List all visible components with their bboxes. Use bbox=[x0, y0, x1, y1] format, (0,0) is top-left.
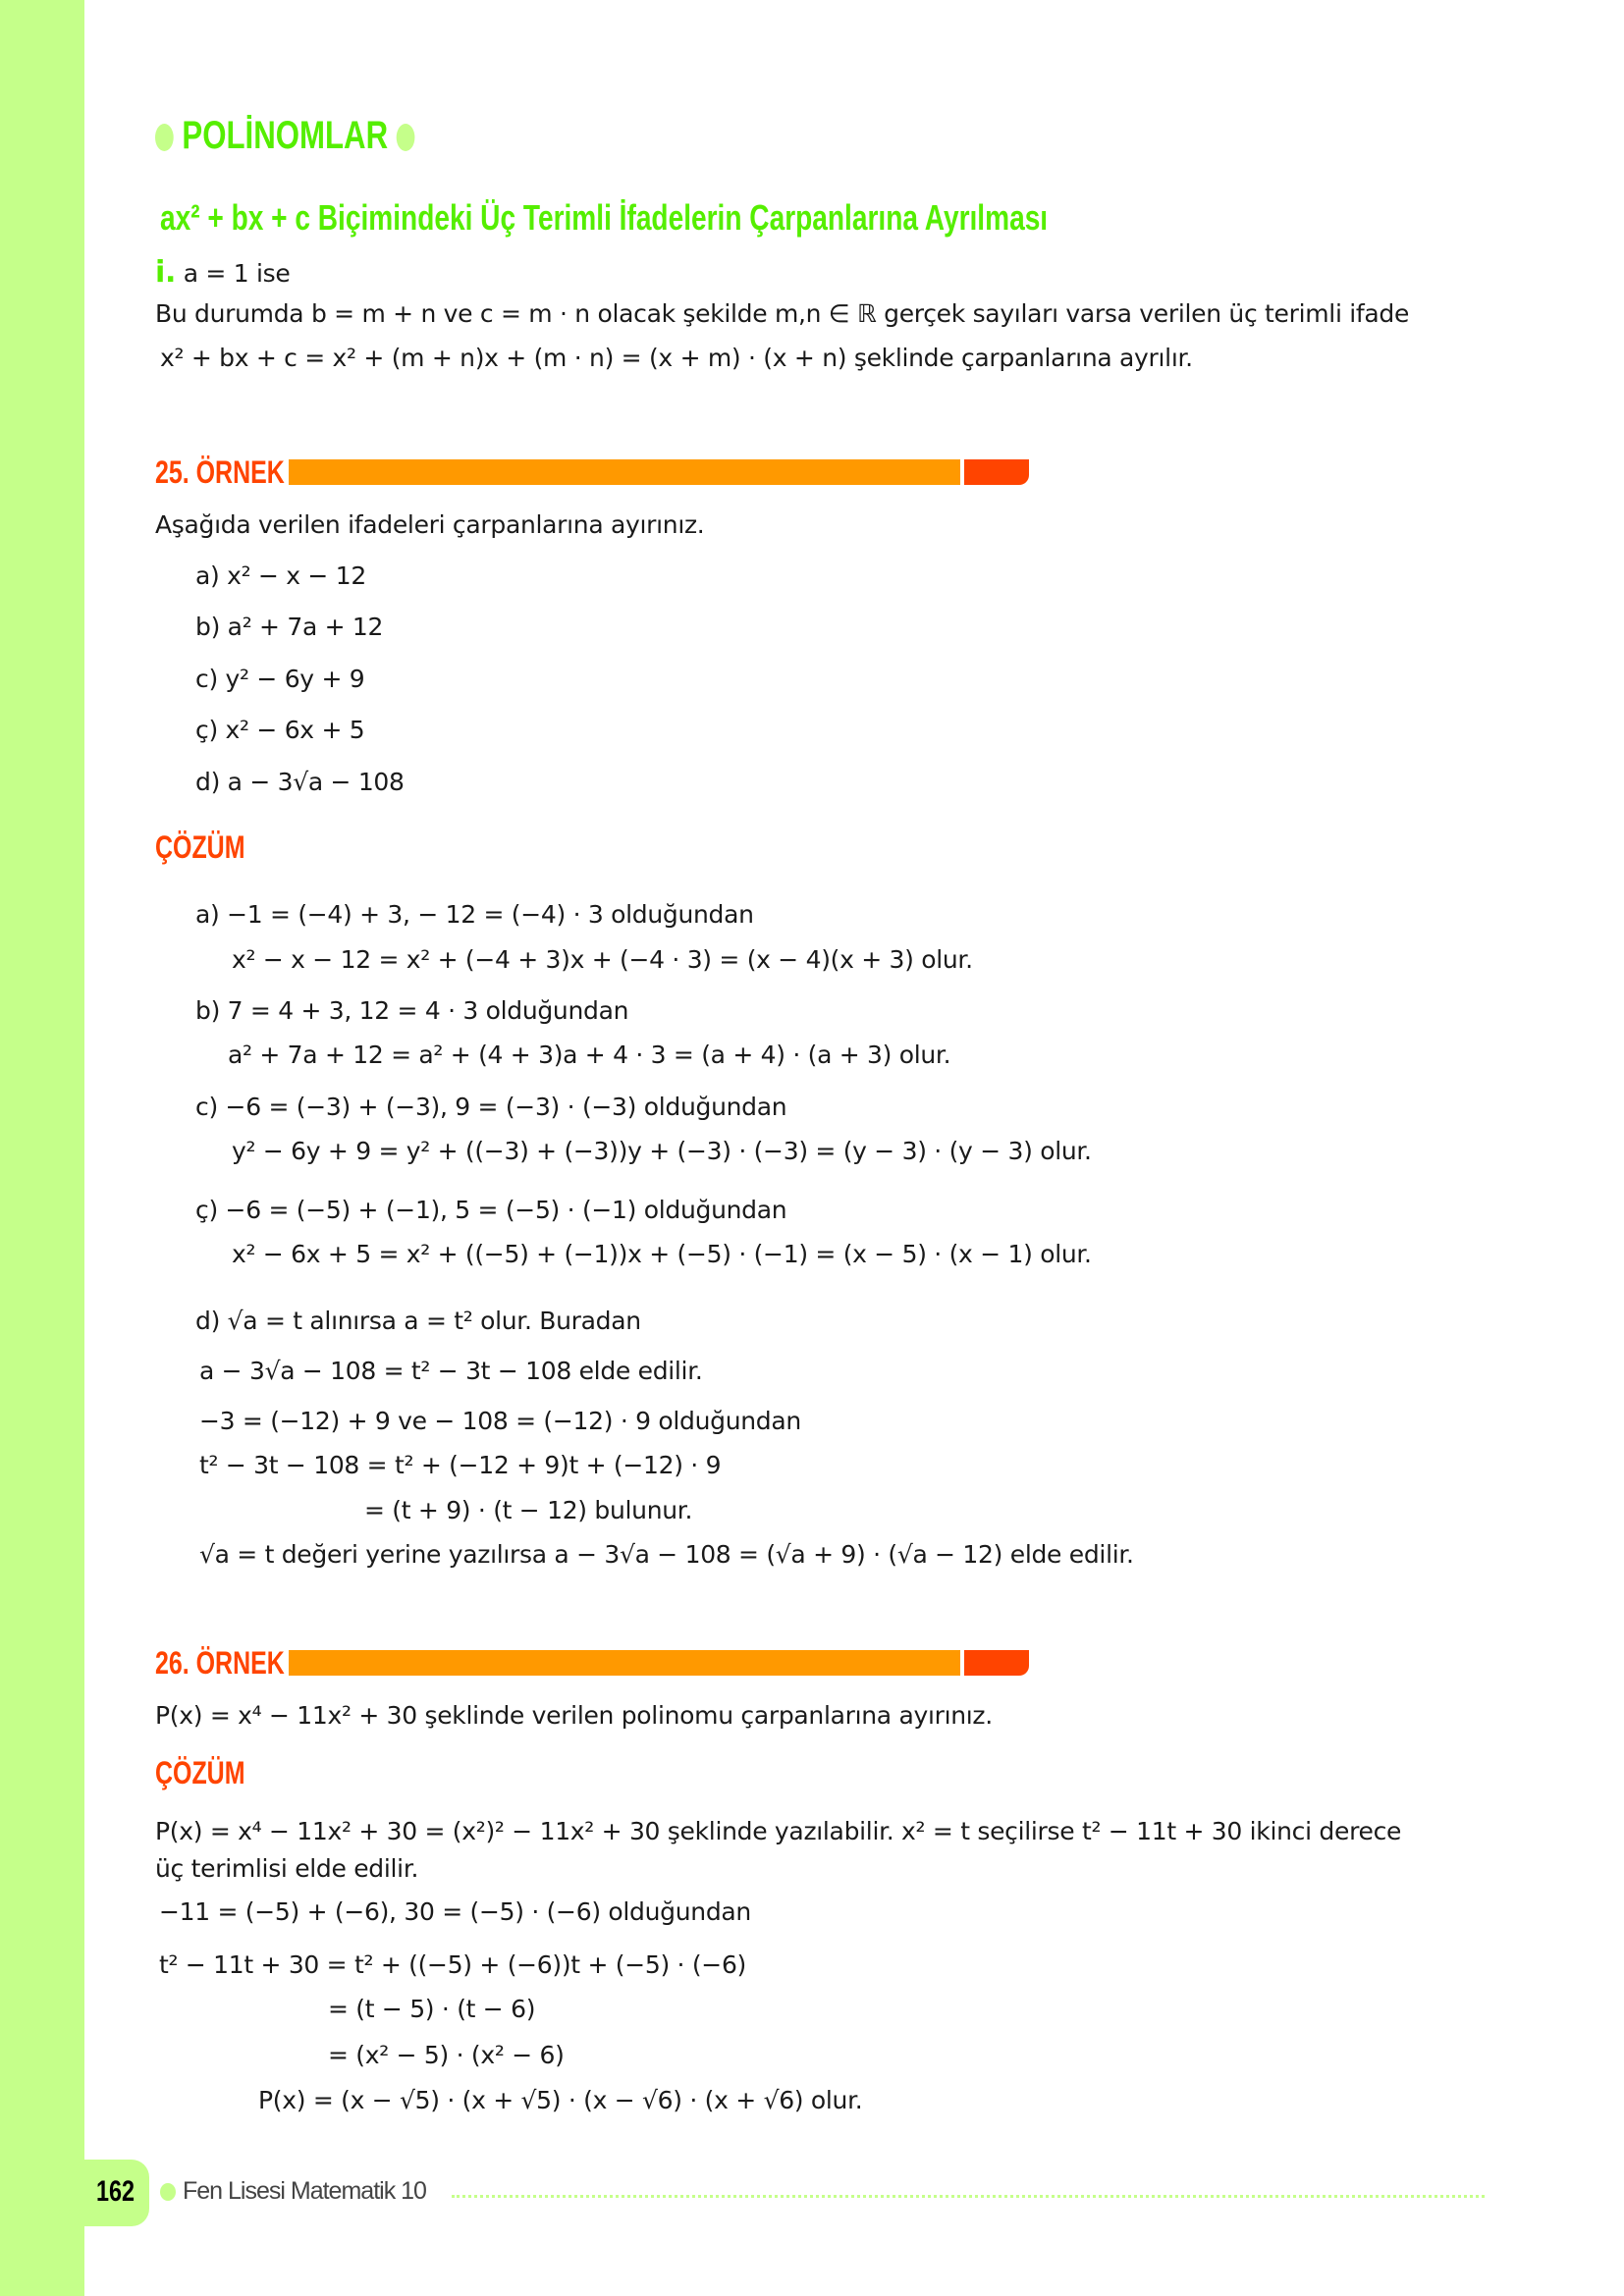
solution-line: y² − 6y + 9 = y² + ((−3) + (−3))y + (−3) · (−3) = (y − 3) · (y − 3) olur. bbox=[232, 1137, 1092, 1165]
topic-subtitle: ax² + bx + c Biçimindeki Üç Terimli İfadelerin Çarpanlarına Ayrılması bbox=[160, 197, 1049, 238]
example-prompt: P(x) = x⁴ − 11x² + 30 şeklinde verilen polinomu çarpanlarına ayırınız. bbox=[155, 1701, 993, 1730]
left-margin-band bbox=[0, 0, 84, 2296]
section-title-text: POLİNOMLAR bbox=[182, 114, 389, 157]
solution-line: P(x) = x⁴ − 11x² + 30 = (x²)² − 11x² + 30 şeklinde yazılabilir. x² = t seçilirse t² − 11t + 30 ikinci derece bbox=[155, 1817, 1402, 1845]
example-bar bbox=[289, 1650, 960, 1676]
footer-dotted-rule bbox=[452, 2195, 1485, 2198]
case-text: a = 1 ise bbox=[183, 259, 291, 288]
solution-line: t² − 3t − 108 = t² + (−12 + 9)t + (−12) · 9 bbox=[199, 1451, 722, 1479]
example-26-title: 26. ÖRNEK bbox=[155, 1645, 285, 1681]
solution-line: a² + 7a + 12 = a² + (4 + 3)a + 4 · 3 = (a + 4) · (a + 3) olur. bbox=[228, 1041, 951, 1069]
bullet-icon bbox=[155, 124, 174, 151]
list-item: b) a² + 7a + 12 bbox=[195, 613, 384, 641]
book-title: Fen Lisesi Matematik 10 bbox=[183, 2177, 426, 2205]
case-marker: i. bbox=[155, 255, 177, 290]
solution-line: −3 = (−12) + 9 ve − 108 = (−12) · 9 olduğundan bbox=[199, 1407, 801, 1435]
solution-line: a − 3√a − 108 = t² − 3t − 108 elde edilir. bbox=[199, 1357, 703, 1385]
solution-line: = (t − 5) · (t − 6) bbox=[328, 1995, 536, 2023]
solution-line: = (t + 9) · (t − 12) bulunur. bbox=[364, 1496, 693, 1524]
solution-line: d) √a = t alınırsa a = t² olur. Buradan bbox=[195, 1307, 641, 1335]
solution-line: √a = t değeri yerine yazılırsa a − 3√a − 108 = (√a + 9) · (√a − 12) elde edilir. bbox=[199, 1540, 1134, 1569]
example-prompt: Aşağıda verilen ifadeleri çarpanlarına ayırınız. bbox=[155, 510, 705, 539]
intro-line: x² + bx + c = x² + (m + n)x + (m · n) = (x + m) · (x + n) şeklinde çarpanlarına ayrılır. bbox=[160, 344, 1193, 372]
section-title bbox=[155, 114, 415, 158]
footer-bullet-icon bbox=[160, 2183, 176, 2201]
list-item: c) y² − 6y + 9 bbox=[195, 665, 365, 693]
example-25-title: 25. ÖRNEK bbox=[155, 454, 285, 490]
solution-title: ÇÖZÜM bbox=[155, 829, 245, 865]
list-item: ç) x² − 6x + 5 bbox=[195, 716, 365, 744]
solution-line: −11 = (−5) + (−6), 30 = (−5) · (−6) olduğundan bbox=[159, 1897, 751, 1926]
solution-line: a) −1 = (−4) + 3, − 12 = (−4) · 3 olduğundan bbox=[195, 900, 754, 929]
solution-line: = (x² − 5) · (x² − 6) bbox=[328, 2041, 565, 2069]
page-number: 162 bbox=[96, 2175, 135, 2208]
list-item: a) x² − x − 12 bbox=[195, 561, 366, 590]
solution-line: c) −6 = (−3) + (−3), 9 = (−3) · (−3) olduğundan bbox=[195, 1093, 787, 1121]
example-bar-end bbox=[964, 459, 1029, 485]
example-bar-end bbox=[964, 1650, 1029, 1676]
list-item: d) a − 3√a − 108 bbox=[195, 768, 405, 796]
solution-line: P(x) = (x − √5) · (x + √5) · (x − √6) · (x + √6) olur. bbox=[258, 2086, 863, 2114]
bullet-icon bbox=[397, 124, 415, 151]
solution-line: t² − 11t + 30 = t² + ((−5) + (−6))t + (−5) · (−6) bbox=[159, 1950, 747, 1979]
solution-line: x² − x − 12 = x² + (−4 + 3)x + (−4 · 3) = (x − 4)(x + 3) olur. bbox=[232, 945, 973, 974]
solution-line: ç) −6 = (−5) + (−1), 5 = (−5) · (−1) olduğundan bbox=[195, 1196, 787, 1224]
intro-line: Bu durumda b = m + n ve c = m · n olacak şekilde m,n ∈ ℝ gerçek sayıları varsa verilen üç terimli ifade bbox=[155, 299, 1410, 328]
solution-line: b) 7 = 4 + 3, 12 = 4 · 3 olduğundan bbox=[195, 996, 629, 1025]
case-line bbox=[155, 255, 290, 290]
solution-title: ÇÖZÜM bbox=[155, 1755, 245, 1790]
solution-line: x² − 6x + 5 = x² + ((−5) + (−1))x + (−5) · (−1) = (x − 5) · (x − 1) olur. bbox=[232, 1240, 1092, 1268]
solution-line: üç terimlisi elde edilir. bbox=[155, 1854, 419, 1883]
example-bar bbox=[289, 459, 960, 485]
